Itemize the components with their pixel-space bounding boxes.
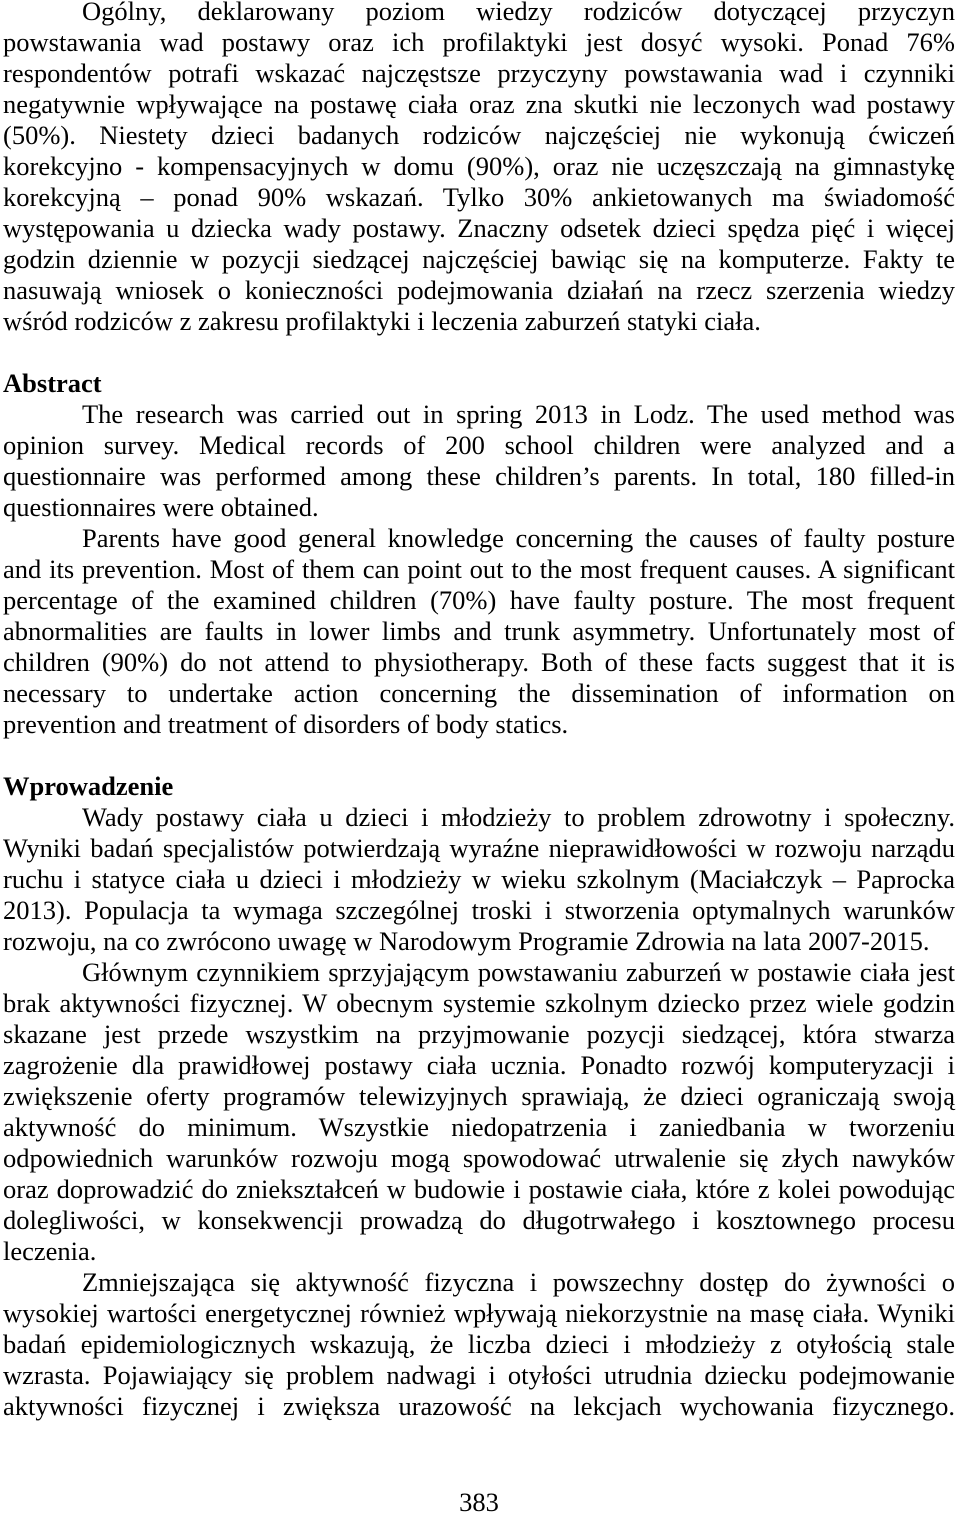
text-line: ruchu i statyce ciała u dzieci i młodzieży w wieku szkolnym (Maciałczyk – Paprocka: [3, 864, 955, 894]
text-line: badań epidemiologicznych wskazują, że liczba dzieci i młodzieży z otyłością stale: [3, 1329, 955, 1359]
text-line: abnormalities are faults in lower limbs and trunk asymmetry. Unfortunately most of: [3, 616, 955, 646]
text-line: brak aktywności fizycznej. W obecnym systemie szkolnym dziecko przez wiele godzin: [3, 988, 955, 1018]
text-line: odpowiednich warunków rozwoju mogą spowodować utrwalenie się złych nawyków: [3, 1143, 955, 1173]
section-heading-introduction: Wprowadzenie: [3, 771, 174, 801]
text-line: zagrożenie dla prawidłowej postawy ciała ucznia. Ponadto rozwój komputeryzacji i: [3, 1050, 955, 1080]
text-line: leczenia.: [3, 1236, 97, 1266]
text-line: Wyniki badań specjalistów potwierdzają wyraźne nieprawidłowości w rozwoju narządu: [3, 833, 955, 863]
text-line: Ogólny, deklarowany poziom wiedzy rodziców dotyczącej przyczyn: [82, 0, 955, 26]
text-line: 2013). Populacja ta wymaga szczególnej troski i stworzenia optymalnych warunków: [3, 895, 955, 925]
abstract-paragraph: [3, 523, 955, 740]
text-line: wzrasta. Pojawiający się problem nadwagi i otyłości utrudnia dziecku podejmowanie: [3, 1360, 955, 1390]
text-line: necessary to undertake action concerning the dissemination of information on: [3, 678, 955, 708]
text-line: występowania u dziecka wady postawy. Znaczny odsetek dzieci spędza pięć i więcej: [3, 213, 955, 243]
text-line: The research was carried out in spring 2013 in Lodz. The used method was: [82, 399, 955, 429]
text-line: nasuwają wniosek o konieczności podejmowania działań na rzecz szerzenia wiedzy: [3, 275, 955, 305]
text-line: skazane jest przede wszystkim na przyjmowanie pozycji siedzącej, która stwarza: [3, 1019, 955, 1049]
section-heading-abstract: Abstract: [3, 368, 102, 398]
text-line: respondentów potrafi wskazać najczęstsze przyczyny powstawania wad i czynniki: [3, 58, 955, 88]
text-line: rozwoju, na co zwrócono uwagę w Narodowym Programie Zdrowia na lata 2007-2015.: [3, 926, 930, 956]
abstract-paragraph: [3, 399, 955, 523]
text-line: questionnaire was performed among these children’s parents. In total, 180 filled-in: [3, 461, 955, 491]
text-line: Parents have good general knowledge concerning the causes of faulty posture: [82, 523, 955, 553]
text-line: Wady postawy ciała u dzieci i młodzieży to problem zdrowotny i społeczny.: [82, 802, 955, 832]
text-line: opinion survey. Medical records of 200 school children were analyzed and a: [3, 430, 955, 460]
introduction-paragraph: [3, 957, 955, 1267]
text-line: zwiększenie oferty programów telewizyjnych sprawiają, że dzieci ograniczają swoją: [3, 1081, 955, 1111]
page-body: [3, 0, 955, 1422]
text-line: powstawania wad postawy oraz ich profilaktyki jest dosyć wysoki. Ponad 76%: [3, 27, 955, 57]
text-line: korekcyjno - kompensacyjnych w domu (90%), oraz nie uczęszczają na gimnastykę: [3, 151, 955, 181]
text-line: wśród rodziców z zakresu profilaktyki i leczenia zaburzeń statyki ciała.: [3, 306, 761, 336]
text-line: and its prevention. Most of them can point out to the most frequent causes. A significant: [3, 554, 955, 584]
text-line: wysokiej wartości energetycznej również wpływają niekorzystnie na masę ciała. Wyniki: [3, 1298, 955, 1328]
introduction-paragraph: [3, 802, 955, 957]
text-line: oraz doprowadzić do zniekształceń w budowie i postawie ciała, które z kolei powodując: [3, 1174, 955, 1204]
text-line: prevention and treatment of disorders of body statics.: [3, 709, 569, 739]
text-line: godzin dziennie w pozycji siedzącej najczęściej bawiąc się na komputerze. Fakty te: [3, 244, 955, 274]
text-line: Głównym czynnikiem sprzyjającym powstawaniu zaburzeń w postawie ciała jest: [82, 957, 955, 987]
text-line: (50%). Niestety dzieci badanych rodziców najczęściej nie wykonują ćwiczeń: [3, 120, 955, 150]
page-number: 383: [459, 1487, 499, 1515]
text-line: questionnaires were obtained.: [3, 492, 319, 522]
text-line: children (90%) do not attend to physiotherapy. Both of these facts suggest that it is: [3, 647, 955, 677]
introduction-paragraph: [3, 1267, 955, 1422]
text-line: aktywności fizycznej i zwiększa urazowość na lekcjach wychowania fizycznego.: [3, 1391, 955, 1421]
summary-paragraph: [3, 0, 955, 337]
text-line: negatywnie wpływające na postawę ciała oraz zna skutki nie leczonych wad postawy: [3, 89, 955, 119]
text-line: Zmniejszająca się aktywność fizyczna i powszechny dostęp do żywności o: [82, 1267, 955, 1297]
text-line: percentage of the examined children (70%) have faulty posture. The most frequent: [3, 585, 955, 615]
text-line: korekcyjną – ponad 90% wskazań. Tylko 30% ankietowanych ma świadomość: [3, 182, 955, 212]
text-line: dolegliwości, w konsekwencji prowadzą do długotrwałego i kosztownego procesu: [3, 1205, 955, 1235]
text-line: aktywność do minimum. Wszystkie niedopatrzenia i zaniedbania w tworzeniu: [3, 1112, 955, 1142]
